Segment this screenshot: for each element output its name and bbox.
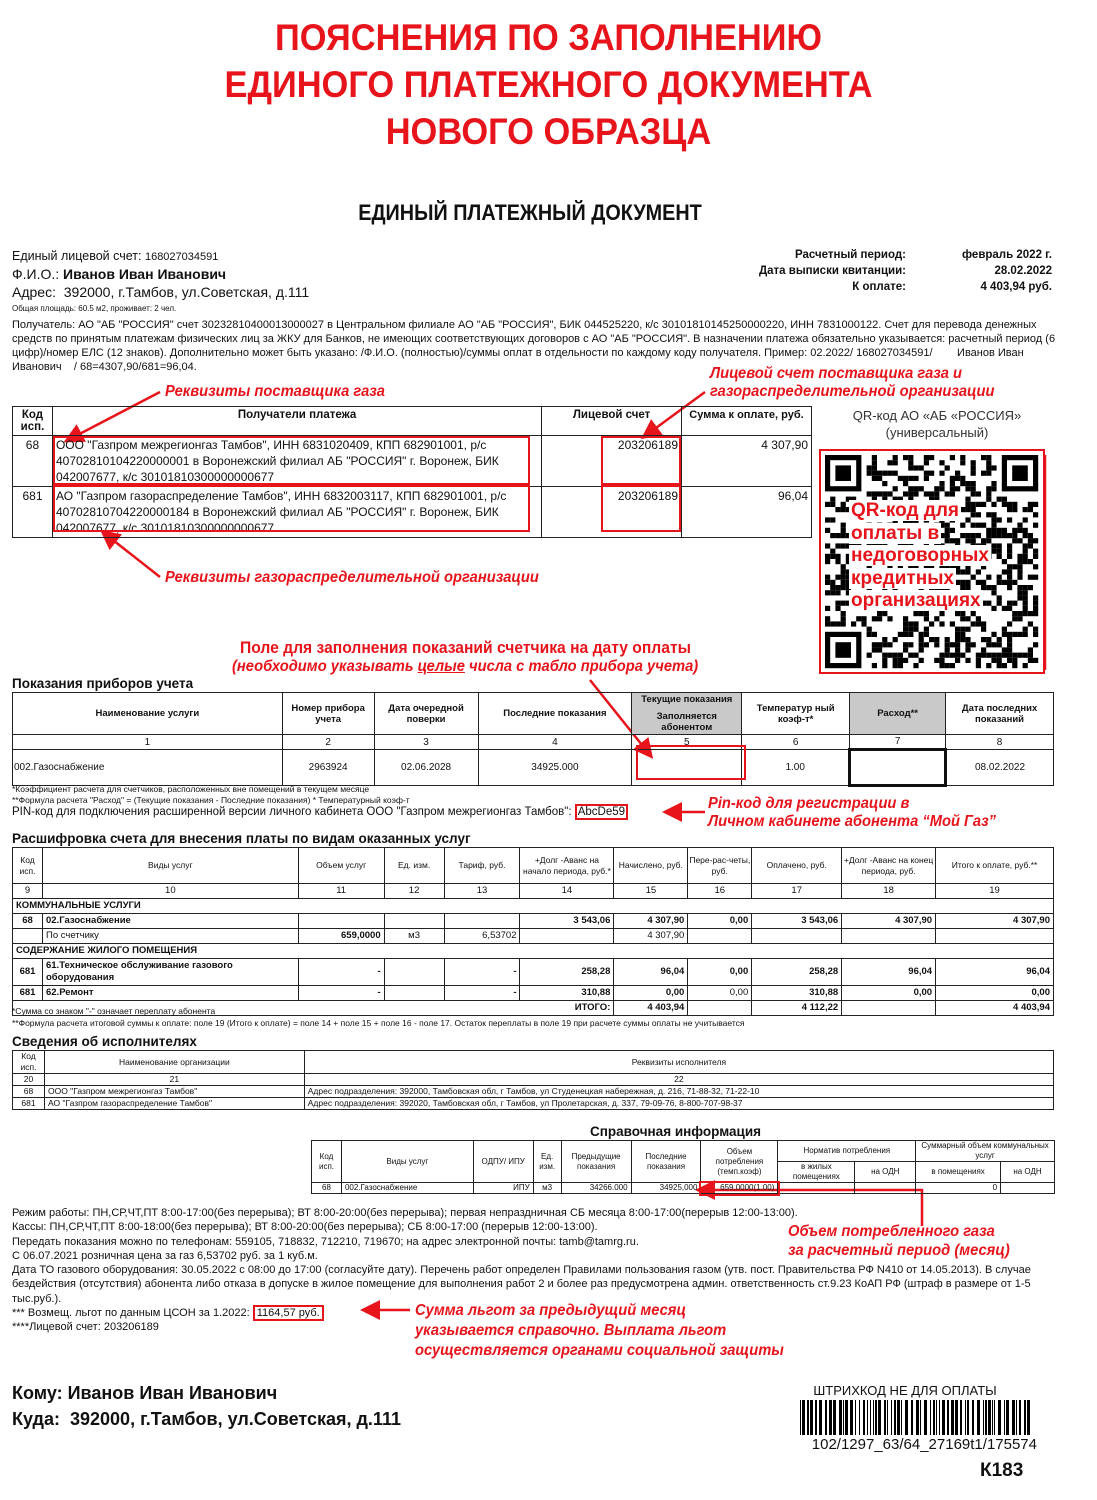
meters-title: Показания приборов учета [12, 676, 194, 691]
col-recalc: Пере-рас-четы, руб. [688, 848, 752, 884]
highlight-account-1 [601, 436, 681, 485]
col-total-volume: Суммарный объем коммунальных услуг [916, 1141, 1055, 1162]
ref-norm-res [778, 1183, 855, 1194]
els-value: 168027034591 [144, 251, 219, 263]
annotation-meter-field-line2 [232, 657, 698, 676]
column-number: 6 [742, 735, 850, 750]
col-norm: Норматив потребления [778, 1141, 916, 1162]
period-label: Расчетный период: [794, 249, 906, 261]
row-tariff: - [444, 959, 520, 986]
qr-overlay-line: оплаты в [851, 522, 940, 544]
row-recalc: 0,00 [688, 959, 752, 986]
ref-last: 34925,000 [631, 1183, 701, 1194]
meter-service: 002.Газоснабжение [13, 750, 283, 786]
col-amount: Сумма к оплате, руб. [682, 407, 812, 436]
highlight-supplier [53, 436, 530, 485]
column-number: 14 [520, 884, 614, 899]
row-unit: м3 [384, 929, 444, 944]
column-numbers-row [13, 884, 1054, 899]
col-norm-residential: в жилых помещениях [778, 1162, 855, 1183]
meters-note-2: **Формула расчета "Расход" = (Текущие показания - Последние показания) * Температурный коэф-т [12, 795, 410, 805]
barcode-icon [800, 1400, 1030, 1435]
row-paid [752, 929, 842, 944]
row-tariff: 6,53702 [444, 929, 520, 944]
meters-table [12, 692, 1054, 787]
annotation-meter-field-line1: Поле для заполнения показаний счетчика на дату оплаты [240, 638, 691, 657]
meter-number: 2963924 [282, 750, 374, 786]
qr-label-line1: QR-код АО «АБ «РОССИЯ» [852, 408, 1022, 423]
col-last-reading: Последние показания [478, 693, 632, 735]
banner-line: ПОЯСНЕНИЯ ПО ЗАПОЛНЕНИЮ [275, 17, 822, 58]
annotation-benefit-line1: Сумма льгот за предыдущий месяц [415, 1302, 686, 1319]
column-number: 3 [374, 735, 478, 750]
column-number: 13 [444, 884, 520, 899]
row-paid: 3 543,06 [752, 914, 842, 929]
ref-prev: 34266.000 [561, 1183, 631, 1194]
recipient-example-tail: / 68=4307,90/681=96,04. [73, 361, 197, 373]
column-number: 2 [282, 735, 374, 750]
row-debt-end [842, 929, 936, 944]
table-row [13, 914, 1054, 929]
row-service: 61.Техническое обслуживание газового оборудования [42, 959, 298, 986]
row-debt-end: 96,04 [842, 959, 936, 986]
footer-line: Передать показания можно по телефонам: 559105, 718832, 712210, 719670; на адрес электронной почты: tamb@tamrg.ru. [12, 1235, 639, 1248]
col-meter-type: ОДПУ/ ИПУ [473, 1141, 533, 1183]
table-row [13, 1098, 1054, 1110]
payee-code: 681 [13, 487, 53, 538]
col-debt-end: +Долг -Аванс на конец периода, руб. [842, 848, 936, 884]
executors-table [12, 1050, 1054, 1110]
ref-volume: 659,0000(1.00) [701, 1183, 778, 1194]
executor-code: 68 [13, 1086, 45, 1098]
qr-overlay-line: QR-код для [851, 500, 959, 521]
row-charged: 96,04 [614, 959, 688, 986]
row-unit [384, 986, 444, 1001]
executor-name: ООО "Газпром межрегионгаз Тамбов" [44, 1086, 304, 1098]
table-row [312, 1183, 1055, 1194]
payee-account: 203206189 [542, 487, 682, 538]
qr-overlay-line: организациях [851, 590, 981, 611]
annotation-benefit-line3: осуществляется органами социальной защиты [415, 1342, 784, 1359]
annotation-text: числа с табло прибора учета) [464, 658, 699, 675]
annotation-benefit-line2: указывается справочно. Выплата льгот [415, 1322, 727, 1339]
banner-line: НОВОГО ОБРАЗЦА [385, 111, 712, 152]
table-row [13, 750, 1054, 786]
row-paid: 310,88 [752, 986, 842, 1001]
col-temp-coef: Температур ный коэф-т* [742, 693, 850, 735]
col-sum-odn: на ОДН [1001, 1162, 1055, 1183]
ref-unit: м3 [533, 1183, 561, 1194]
col-meter-number: Номер прибора учета [282, 693, 374, 735]
col-volume: Объем потребления (темп.коэф) [701, 1141, 778, 1183]
reference-title: Справочная информация [590, 1124, 762, 1139]
total-charged: 4 403,94 [614, 1001, 688, 1016]
to-label: Кому: [12, 1383, 63, 1403]
mailing-address [12, 1380, 401, 1432]
breakdown-title: Расшифровка счета для внесения платы по видам оказанных услуг [12, 831, 471, 846]
pin-row [12, 806, 628, 818]
ref-code: 68 [312, 1183, 342, 1194]
column-number: 7 [850, 735, 946, 750]
issue-date-value: 28.02.2022 [994, 265, 1052, 277]
highlight-account-2 [601, 485, 681, 532]
where-label: Куда: [12, 1409, 60, 1429]
total-due: 4 403,94 [936, 1001, 1054, 1016]
arrow-distributor [104, 533, 160, 577]
total-paid: 4 112,22 [752, 1001, 842, 1016]
col-last-date: Дата последних показаний [946, 693, 1054, 735]
address-label: Адрес: [12, 284, 56, 300]
row-volume: - [298, 959, 384, 986]
col-filled-by-subscriber: Заполняется абонентом [656, 711, 717, 733]
row-charged: 4 307,90 [614, 929, 688, 944]
recipient-body: Получатель: АО "АБ "РОССИЯ" счет 30232810400013000027 в Центральном филиале АО "АБ "РОССИЯ", БИК 044525220, к/с 30101810145250000220, ИНН 7831000122. Счет для перевода денежных средств по принятым платежам физических лиц за ЖКУ для Банков, не имеющих соответствующих договоров с АО "АБ "РОССИЯ". В назначении платежа обязательно указывается: расчетный период (6 цифр)/номер ЕЛС (12 знаков). Дополнительно может быть указано: /Ф.И.О. (полностью)/суммы оплат в отдельности по каждому коду получателя. Пример: 02.2022/ 168027034591/ [12, 319, 1056, 359]
ref-norm-odn [855, 1183, 916, 1194]
col-paid: Оплачено, руб. [752, 848, 842, 884]
footer-account-line: ****Лицевой счет: 203206189 [12, 1321, 159, 1334]
col-recipients: Получатели платежа [52, 407, 541, 436]
column-number: 19 [936, 884, 1054, 899]
row-recalc [688, 929, 752, 944]
annotation-pin-line2: Личном кабинете абонента “Мой Газ” [708, 813, 996, 830]
breakdown-table [12, 847, 1054, 1016]
col-code: Код исп. [13, 407, 53, 436]
col-current-reading-label: Текущие показания [641, 694, 733, 705]
row-volume: 659,0000 [298, 929, 384, 944]
to-pay-value: 4 403,94 руб. [980, 281, 1052, 293]
reference-table [311, 1140, 1055, 1194]
to-pay-label: К оплате: [852, 281, 906, 293]
total-label: ИТОГО: [13, 1001, 614, 1016]
row-tariff: - [444, 986, 520, 1001]
footer-line: Режим работы: ПН,СР,ЧТ,ПТ 8:00-17:00(без перерыва); ВТ 8:00-20:00(без перерыва); первая непраздничная СБ месяца 8:00-17:00(перерыв 12:00-13:00). [12, 1207, 798, 1219]
row-debt-start: 310,88 [520, 986, 614, 1001]
table-row [13, 1086, 1054, 1098]
pin-label: PIN-код для подключения расширенной версии личного кабинета ООО "Газпром межрегионгаз Тамбов": [12, 806, 572, 818]
column-number: 10 [42, 884, 298, 899]
col-service: Наименование услуги [13, 693, 283, 735]
col-norm-odn: на ОДН [855, 1162, 916, 1183]
qr-overlay-line: кредитных [851, 567, 954, 589]
col-details: Реквизиты исполнителя [304, 1051, 1053, 1074]
executor-details: Адрес подразделения: 392000, Тамбовская обл, г Тамбов, ул Студенецкая набережная, д. 216, 71-88-32, 71-22-10 [304, 1086, 1053, 1098]
annotation-supplier-details: Реквизиты поставщика газа [165, 383, 385, 400]
row-service: По счетчику [42, 929, 298, 944]
area-info: Общая площадь: 60.5 м2, проживает: 2 чел. [12, 304, 177, 313]
column-number: 22 [304, 1074, 1053, 1086]
row-unit [384, 959, 444, 986]
payee-account: 203206189 [542, 436, 682, 487]
table-row [13, 929, 1054, 944]
benefit-value: 1164,57 руб. [253, 1305, 324, 1321]
highlight-current-reading [636, 745, 746, 780]
issue-date-label: Дата выписки квитанции: [758, 265, 906, 277]
col-service: Виды услуг [341, 1141, 473, 1183]
breakdown-note-1: *Сумма со знаком "-" означает переплату абонента [12, 1006, 216, 1016]
col-debt-start: +Долг -Аванс на начало периода, руб.* [520, 848, 614, 884]
col-code: Код исп. [13, 848, 43, 884]
row-paid: 258,28 [752, 959, 842, 986]
barcode-number: 102/1297_63/64_27169t1/175574 [811, 1436, 1037, 1453]
col-charged: Начислено, руб. [614, 848, 688, 884]
group-utilities: КОММУНАЛЬНЫЕ УСЛУГИ [13, 899, 1054, 914]
annotation-account-line2: газораспределительной организации [710, 383, 995, 400]
col-sum-rooms: в помещениях [916, 1162, 1001, 1183]
benefit-label: *** Возмещ. льгот по данным ЦСОН за 1.2022: [12, 1307, 250, 1320]
meter-next-check: 02.06.2028 [374, 750, 478, 786]
table-row [13, 986, 1054, 1001]
group-housing: СОДЕРЖАНИЕ ЖИЛОГО ПОМЕЩЕНИЯ [13, 944, 1054, 959]
barcode-label: ШТРИХКОД НЕ ДЛЯ ОПЛАТЫ [813, 1383, 997, 1398]
row-charged: 4 307,90 [614, 914, 688, 929]
meter-last-reading: 34925.000 [478, 750, 632, 786]
annotation-text: (необходимо указывать [232, 658, 418, 675]
row-tariff [444, 914, 520, 929]
row-unit [384, 914, 444, 929]
column-number: 15 [614, 884, 688, 899]
row-debt-start: 3 543,06 [520, 914, 614, 929]
col-tariff: Тариф, руб. [444, 848, 520, 884]
column-number: 11 [298, 884, 384, 899]
annotation-volume-line2: за расчетный период (месяц) [788, 1242, 1010, 1259]
column-number: 21 [44, 1074, 304, 1086]
executor-details: Адрес подразделения: 392020, Тамбовская обл, г Тамбов, ул Пролетарская, д. 337, 79-09-76, 8-800-707-98-37 [304, 1098, 1053, 1110]
fio-label: Ф.И.О.: [12, 266, 60, 282]
column-number: 12 [384, 884, 444, 899]
row-total: 0,00 [936, 986, 1054, 1001]
row-code [13, 929, 43, 944]
row-service: 02.Газоснабжение [42, 914, 298, 929]
column-number: 4 [478, 735, 632, 750]
footer-line: Кассы: ПН,СР,ЧТ,ПТ 8:00-18:00(без перерыва); ВТ 8:00-20:00(без перерыва); СБ 8:00-17:00 (перерыв 12:00-13:00). [12, 1221, 598, 1234]
payee-amount: 4 307,90 [682, 436, 812, 487]
row-debt-start [520, 929, 614, 944]
row-recalc: 0,00 [688, 986, 752, 1001]
row-volume: - [298, 986, 384, 1001]
col-prev-reading: Предыдущие показания [561, 1141, 631, 1183]
breakdown-note-2: **Формула расчета итоговой суммы к оплате: поле 19 (Итого к оплате) = поле 14 + поле 15 + поле 16 - поле 17. Остаток переплаты в поле 19 при расчете суммы оплаты не учитывается [12, 1018, 745, 1028]
footer-line: С 06.07.2021 розничная цена за газ 6,53702 руб. за 1 куб.м. [12, 1249, 318, 1262]
meter-temp-coef: 1.00 [742, 750, 850, 786]
row-debt-end: 0,00 [842, 986, 936, 1001]
col-code: Код исп. [312, 1141, 342, 1183]
meter-last-date: 08.02.2022 [946, 750, 1054, 786]
row-total: 96,04 [936, 959, 1054, 986]
document-title: ЕДИНЫЙ ПЛАТЕЖНЫЙ ДОКУМЕНТ [358, 200, 702, 225]
payee-name: АО "Газпром газораспределение Тамбов", ИНН 6832003117, КПП 682901001, р/с 40702810704220000184 в Воронежский филиал АБ "РОССИЯ" г. Воронеж, БИК 042007677, к/с 30101810300000000677 [52, 487, 541, 538]
column-number: 1 [13, 735, 283, 750]
column-number: 8 [946, 735, 1054, 750]
payee-name: ООО "Газпром межрегионгаз Тамбов", ИНН 6831020409, КПП 682901001, р/с 40702810104220000001 в Воронежский филиал АБ "РОССИЯ" г. Воронеж, БИК 042007677, к/с 30101810300000000677 [52, 436, 541, 487]
period-value: февраль 2022 г. [962, 249, 1052, 261]
pin-value: AbcDe59 [575, 804, 628, 820]
annotation-volume-line1: Объем потребленного газа [788, 1223, 995, 1240]
meters-note-1: *Коэффициент расчета для счетчиков, расположенных вне помещений в текущем месяце [12, 784, 370, 794]
table-row [13, 959, 1054, 986]
row-debt-start: 258,28 [520, 959, 614, 986]
to-value: Иванов Иван Иванович [67, 1383, 278, 1403]
row-code: 68 [13, 914, 43, 929]
col-current-reading [632, 693, 742, 735]
row-code: 681 [13, 986, 43, 1001]
column-numbers-row [13, 735, 1054, 750]
executors-title: Сведения об исполнителях [12, 1034, 197, 1049]
qr-label [812, 407, 1062, 441]
ref-sum-odn [1001, 1183, 1055, 1194]
ref-service: 002.Газоснабжение [341, 1183, 473, 1194]
col-account: Лицевой счет [542, 407, 682, 436]
consumption-field[interactable] [850, 750, 946, 786]
k-code: К183 [980, 1460, 1024, 1481]
banner-line: ЕДИНОГО ПЛАТЕЖНОГО ДОКУМЕНТА [224, 64, 873, 105]
annotation-emphasis: целые [417, 658, 465, 675]
ref-sum-rooms: 0 [916, 1183, 1001, 1194]
row-volume [298, 914, 384, 929]
col-unit: Ед. изм. [384, 848, 444, 884]
col-org-name: Наименование организации [44, 1051, 304, 1074]
column-number: 9 [13, 884, 43, 899]
row-debt-end: 4 307,90 [842, 914, 936, 929]
col-service: Виды услуг [42, 848, 298, 884]
executor-name: АО "Газпром газораспределение Тамбов" [44, 1098, 304, 1110]
col-last-reading: Последние показания [631, 1141, 701, 1183]
payee-amount: 96,04 [682, 487, 812, 538]
ref-type: ИПУ [473, 1183, 533, 1194]
row-recalc: 0,00 [688, 914, 752, 929]
qr-overlay-line: недоговорных [851, 545, 989, 566]
footer-line: Дата ТО газового оборудования: 30.05.2022 с 08:00 до 17:00 (согласуйте дату). Перечень работ определен Правилами пользования газом (утв. пост. Правительства РФ N410 от 14.05.2013). В случае бездействия (отсутствия) абонента либо отказа в допуске в жилое помещение для выполнения работ 2 и более раз предусмотрена админ. ответственность ст.9.23 КоАП РФ (штраф в размере от 1-5 тыс.руб.). [12, 1264, 1031, 1305]
col-volume: Объем услуг [298, 848, 384, 884]
row-total: 4 307,90 [936, 914, 1054, 929]
column-number: 17 [752, 884, 842, 899]
column-number: 16 [688, 884, 752, 899]
els-label: Единый лицевой счет: [12, 249, 142, 263]
annotation-pin-line1: Pin-код для регистрации в [708, 795, 910, 812]
qr-label-line2: (универсальный) [885, 425, 989, 440]
qr-overlay-text [849, 500, 1049, 613]
fio-value: Иванов Иван Иванович [63, 266, 227, 282]
row-code: 681 [13, 959, 43, 986]
recipient-example-name: Иванов Иван Иванович [12, 347, 1024, 373]
column-number: 5 [632, 735, 742, 750]
column-number: 20 [13, 1074, 45, 1086]
highlight-distributor [53, 485, 530, 532]
col-total: Итого к оплате, руб.** [936, 848, 1054, 884]
row-charged: 0,00 [614, 986, 688, 1001]
col-code: Код исп. [13, 1051, 45, 1074]
row-total [936, 929, 1054, 944]
col-next-check: Дата очередной поверки [374, 693, 478, 735]
annotation-account-line1: Лицевой счет поставщика газа и [710, 365, 963, 382]
annotation-distributor-details: Реквизиты газораспределительной организации [165, 569, 539, 586]
payee-code: 68 [13, 436, 53, 487]
col-consumption: Расход** [850, 693, 946, 735]
where-value: 392000, г.Тамбов, ул.Советская, д.111 [70, 1409, 401, 1429]
column-number: 18 [842, 884, 936, 899]
column-numbers-row [13, 1074, 1054, 1086]
row-service: 62.Ремонт [42, 986, 298, 1001]
executor-code: 681 [13, 1098, 45, 1110]
col-unit: Ед. изм. [533, 1141, 561, 1183]
address-value: 392000, г.Тамбов, ул.Советская, д.111 [63, 284, 310, 300]
